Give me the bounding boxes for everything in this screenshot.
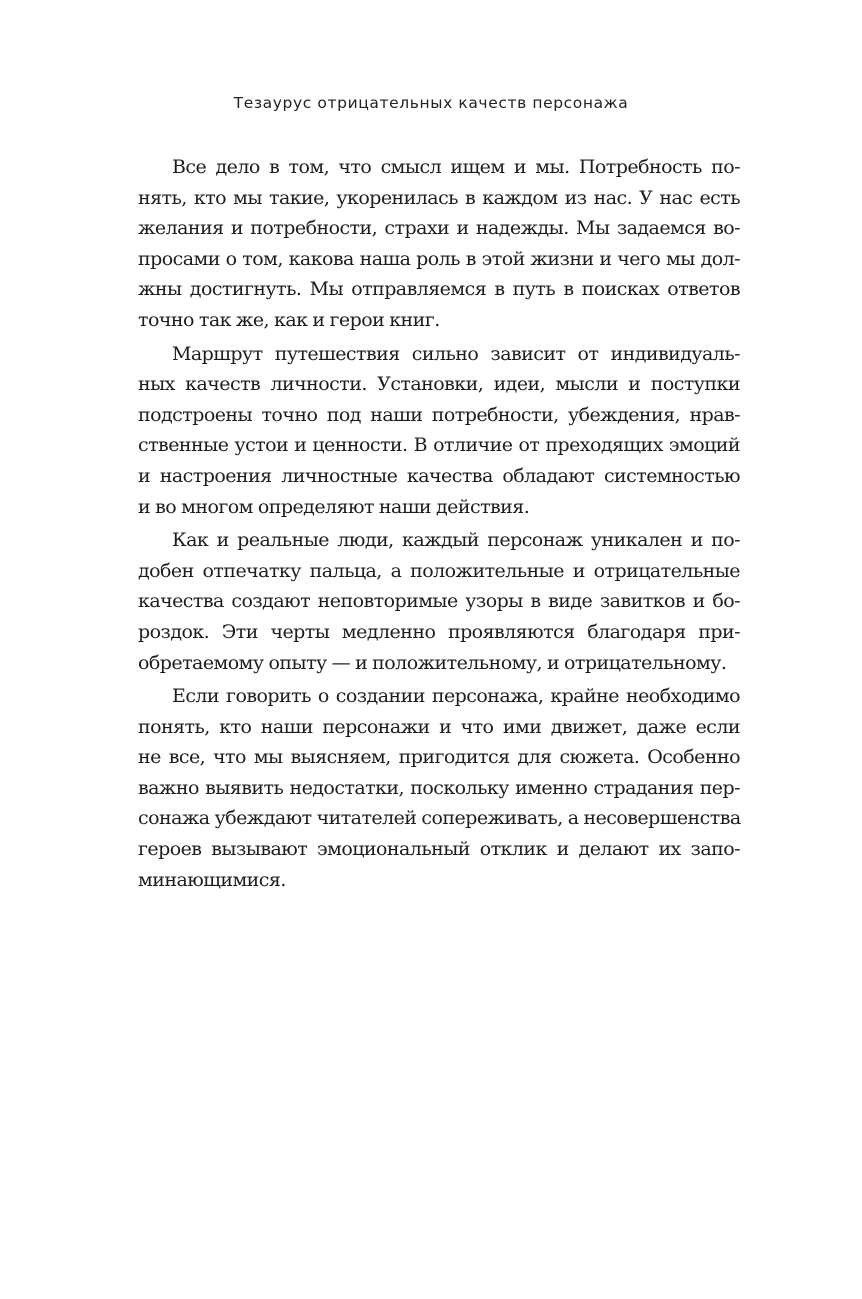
text-line: и настроения личностные качества обладают системностью xyxy=(138,464,740,487)
text-line: и во многом определяют наши действия. xyxy=(138,495,530,518)
text-line: героев вызывают эмоциональный отклик и делают их запо- xyxy=(138,838,740,861)
text-line: точно так же, как и герои книг. xyxy=(138,308,440,331)
text-line: понять, кто наши персонажи и что ими движет, даже если xyxy=(138,715,740,738)
text-line: качества создают неповторимые узоры в виде завитков и бо- xyxy=(138,590,740,613)
text-line: добен отпечатку пальца, а положительные и отрицательные xyxy=(138,559,740,582)
text-line: не все, что мы выясняем, пригодится для сюжета. Особенно xyxy=(138,746,740,769)
text-line: сонажа убеждают читателей сопереживать, а несовершенства xyxy=(138,807,741,830)
text-line: Если говорить о создании персонажа, крайне необходимо xyxy=(172,685,740,708)
text-line: минающимися. xyxy=(138,868,286,891)
text-line: Маршрут путешествия сильно зависит от индивидуаль- xyxy=(172,342,740,365)
text-line: просами о том, какова наша роль в этой жизни и чего мы дол- xyxy=(138,247,740,270)
text-line: жны достигнуть. Мы отправляемся в путь в поисках ответов xyxy=(138,278,740,301)
text-line: ственные устои и ценности. В отличие от преходящих эмоций xyxy=(138,434,740,457)
text-line: важно выявить недостатки, поскольку именно страдания пер- xyxy=(138,776,740,799)
paragraph-1 xyxy=(138,152,740,336)
text-line: желания и потребности, страхи и надежды. Мы задаемся во- xyxy=(138,217,740,240)
running-header: Тезаурус отрицательных качеств персонажа xyxy=(233,94,629,112)
paragraph-2 xyxy=(138,339,740,523)
text-line: подстроены точно под наши потребности, убеждения, нрав- xyxy=(138,403,740,426)
text-line: ных качеств личности. Установки, идеи, мысли и поступки xyxy=(138,373,740,396)
paragraph-4 xyxy=(138,681,740,895)
body-text xyxy=(138,152,740,895)
text-line: Как и реальные люди, каждый персонаж уникален и по- xyxy=(172,529,740,552)
paragraph-3 xyxy=(138,525,740,678)
text-line: нять, кто мы такие, укоренилась в каждом из нас. У нас есть xyxy=(138,186,740,209)
text-line: Все дело в том, что смысл ищем и мы. Потребность по- xyxy=(172,156,740,178)
text-line: обретаемому опыту — и положительному, и отрицательному. xyxy=(138,651,727,674)
text-line: роздок. Эти черты медленно проявляются благодаря при- xyxy=(138,620,740,643)
